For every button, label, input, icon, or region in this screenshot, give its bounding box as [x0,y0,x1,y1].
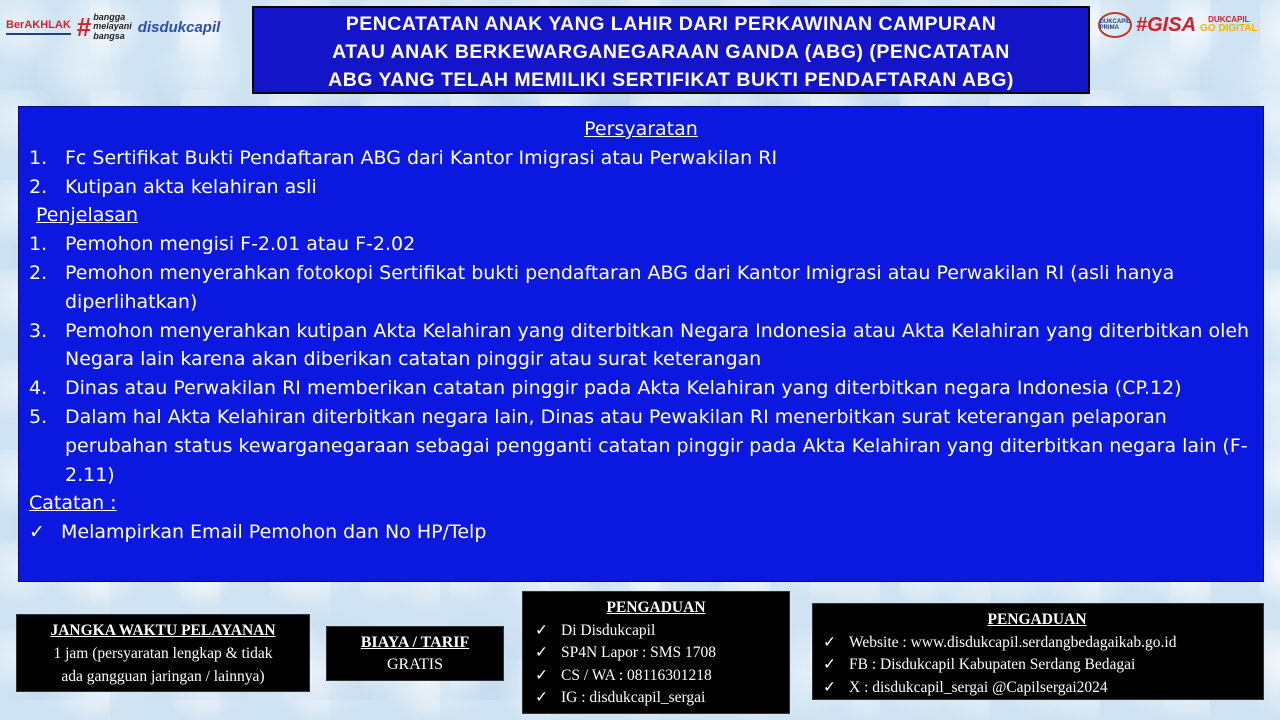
item-text: Kutipan akta kelahiran asli [65,175,317,198]
checkmark-icon: ✓ [823,633,836,651]
list-item [535,665,789,688]
go-digital-text: GO DIGITAL [1200,23,1258,34]
complaint-item: FB : Disdukcapil Kabupaten Serdang Bedagai [849,656,1136,673]
bangga-word-1: bangga [93,11,126,22]
checkmark-icon: ✓ [535,644,548,661]
list-item [29,374,1253,403]
persyaratan-heading: Persyaratan [584,118,698,140]
item-text: Pemohon mengisi F-2.01 atau F-2.02 [65,233,416,256]
complaint-item: IG : disdukcapil_sergai [561,689,706,706]
persyaratan-list [29,144,1253,202]
list-item [29,259,1253,317]
list-item [29,403,1253,489]
list-item [29,317,1253,375]
list-item [823,632,1263,655]
item-number: 2. [29,175,48,198]
item-number: 2. [29,261,48,284]
checkmark-icon: ✓ [535,666,548,684]
service-time-line-1: 1 jam (persyaratan lengkap & tidak [53,645,273,662]
item-number: 4. [29,377,48,400]
complaint-panel-1 [522,591,790,714]
page-title [252,6,1090,94]
catatan-heading [29,489,1253,518]
complaint-item: CS / WA : 08116301218 [561,666,712,684]
catatan-text: Melampirkan Email Pemohon dan No HP/Telp [61,521,487,544]
service-time-line-2: ada gangguan jaringan / lainnya) [61,668,265,685]
item-number: 3. [29,319,48,342]
complaint-item: Website : www.disdukcapil.serdangbedagaikab.go.id [849,633,1177,651]
item-number: 5. [29,405,48,428]
complaint-item: X : disdukcapil_sergai @Capilsergai2024 [849,678,1108,696]
list-item [29,173,1253,202]
list-item [535,620,789,643]
penjelasan-heading-text: Penjelasan [36,204,138,227]
list-item [29,230,1253,259]
penjelasan-list [29,230,1253,489]
logos-right [1098,10,1274,40]
title-line-2: ATAU ANAK BERKEWARGANEGARAAN GANDA (ABG) (PENCATATAN [332,41,1010,63]
checkmark-icon: ✓ [29,521,45,544]
checkmark-icon: ✓ [535,621,548,639]
item-text: Dinas atau Perwakilan RI memberikan catatan pinggir pada Akta Kelahiran yang diterbitkan negara Indonesia (CP.12) [65,377,1182,400]
complaint-list-1 [535,620,789,710]
bangga-word-2: melayani [93,21,132,32]
penjelasan-heading [29,201,1253,230]
checkmark-icon: ✓ [823,656,836,673]
fee-value: GRATIS [386,656,443,673]
item-text: Dalam hal Akta Kelahiran diterbitkan negara lain, Dinas atau Pewakilan RI menerbitkan surat keterangan pelaporan perubahan status kewarganegaraan sebagai pengganti catatan pinggir pada Akta Kelahiran yang diterbitkan negara lain (F-2.11) [65,405,1248,486]
catatan-heading-text: Catatan : [29,492,117,515]
complaint-list-2 [823,632,1263,700]
complaint-item: SP4N Lapor : SMS 1708 [561,644,717,661]
bangga-melayani-bangsa-logo [77,13,132,41]
checkmark-icon: ✓ [823,678,836,696]
fee-panel [326,626,504,681]
catatan-item [29,518,1253,547]
item-text: Fc Sertifikat Bukti Pendaftaran ABG dari Kantor Imigrasi atau Perwakilan RI [65,146,778,169]
berakhlak-logo: BerAKHLAK [6,20,71,35]
title-line-1: PENCATATAN ANAK YANG LAHIR DARI PERKAWINAN CAMPURAN [345,13,997,35]
logos-left [6,8,246,46]
bangga-hash: # [76,12,92,42]
list-item [29,144,1253,173]
requirements-panel [18,106,1264,582]
bangga-words [93,13,132,41]
complaint-title-2: PENGADUAN [987,611,1087,628]
go-digital-top: DUKCAPIL [1208,15,1250,24]
item-text: Pemohon menyerahkan kutipan Akta Kelahiran yang diterbitkan Negara Indonesia atau Akta Kelahiran yang diterbitkan oleh Negara lain karena akan diberikan catatan pinggir atau surat keterangan [65,319,1250,371]
list-item [535,687,789,710]
dukcapil-go-digital-logo [1200,16,1258,34]
complaint-panel-2 [812,603,1264,700]
title-line-3: ABG YANG TELAH MEMILIKI SERTIFIKAT BUKTI PENDAFTARAN ABG) [328,69,1014,91]
list-item [535,642,789,665]
complaint-item: Di Disdukcapil [561,621,656,639]
item-text: Pemohon menyerahkan fotokopi Sertifikat bukti pendaftaran ABG dari Kantor Imigrasi atau Perwakilan RI (asli hanya diperlihatkan) [65,261,1175,313]
item-number: 1. [29,146,48,169]
disdukcapil-logo: disdukcapil [137,18,221,36]
gisa-logo: #GISA [1136,14,1197,36]
checkmark-icon: ✓ [535,689,548,706]
complaint-title-1: PENGADUAN [606,599,706,616]
bangga-word-3: bangsa [93,30,125,41]
fee-title: BIAYA / TARIF [360,634,470,651]
list-item [823,677,1263,700]
service-time-panel [16,614,310,692]
dukcapil-prima-logo: DUKCAPIL PRIMA [1098,12,1132,38]
service-time-title: JANGKA WAKTU PELAYANAN [50,622,276,639]
list-item [823,654,1263,677]
item-number: 1. [29,233,48,256]
